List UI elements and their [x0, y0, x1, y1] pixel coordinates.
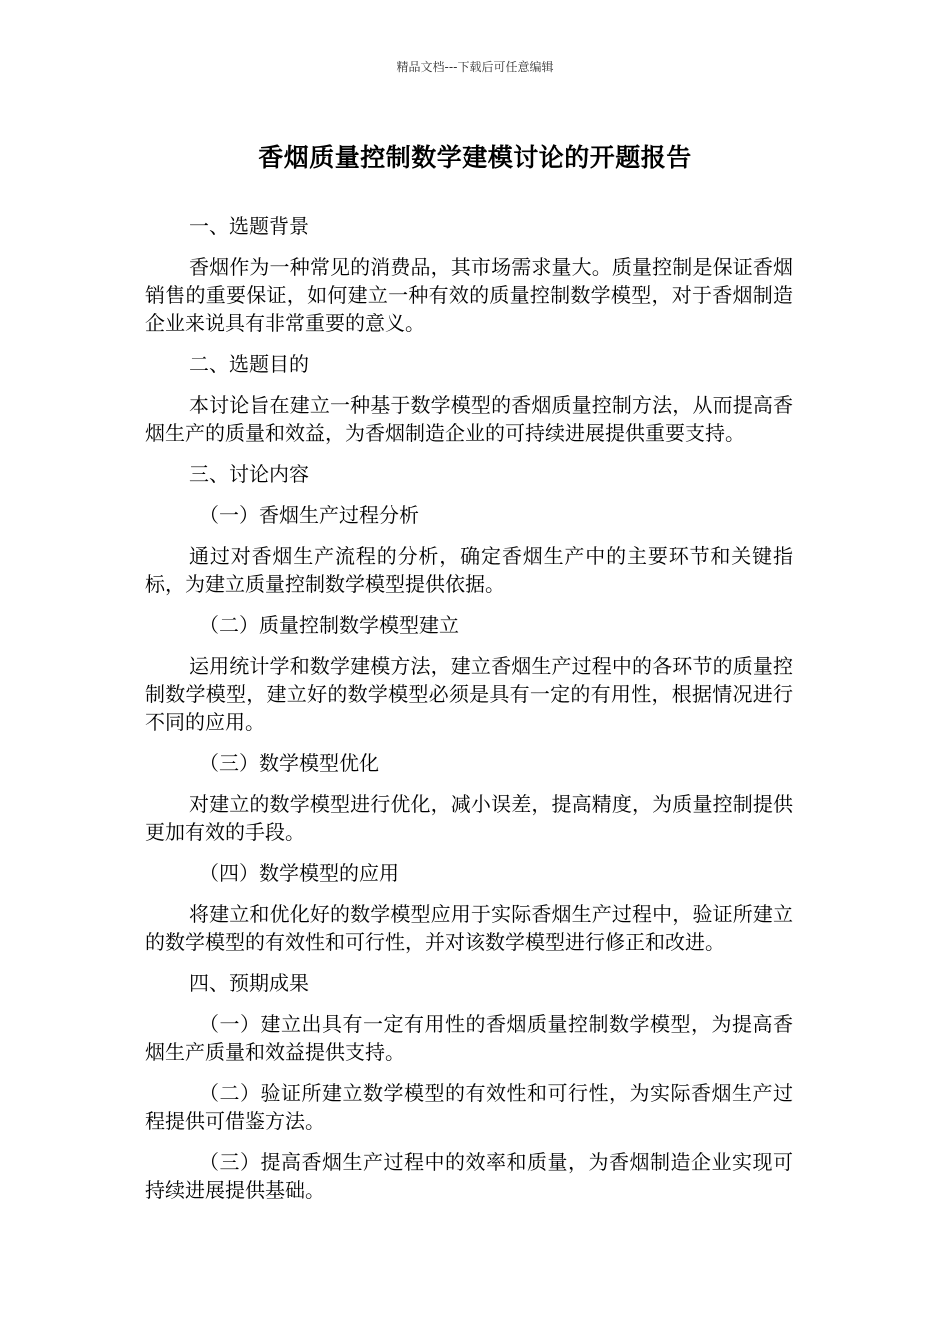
section-heading-purpose: 二、选题目的 — [189, 352, 309, 376]
section-heading-background: 一、选题背景 — [189, 214, 309, 238]
section-heading-content: 三、讨论内容 — [189, 462, 309, 486]
subsection-text-model-optimization: 对建立的数学模型进行优化，减小误差，提高精度，为质量控制提供更加有效的手段。 — [145, 792, 793, 844]
section-text-background: 香烟作为一种常见的消费品，其市场需求量大。质量控制是保证香烟销售的重要保证，如何建立一种有效的质量控制数学模型，对于香烟制造企业来说具有非常重要的意义。 — [145, 255, 793, 335]
page-header-note: 精品文档---下载后可任意编辑 — [396, 60, 554, 74]
expected-result-item-1: （一）建立出具有一定有用性的香烟质量控制数学模型，为提高香烟生产质量和效益提供支持。 — [145, 1012, 793, 1064]
section-heading-expected-results: 四、预期成果 — [189, 971, 309, 995]
document-body — [145, 212, 793, 1217]
subsection-text-process-analysis: 通过对香烟生产流程的分析，确定香烟生产中的主要环节和关键指标，为建立质量控制数学模型提供依据。 — [145, 544, 793, 596]
subsection-heading-model-application: （四）数学模型的应用 — [199, 861, 399, 885]
expected-result-item-3: （三）提高香烟生产过程中的效率和质量，为香烟制造企业实现可持续进展提供基础。 — [145, 1150, 793, 1202]
subsection-text-model-application: 将建立和优化好的数学模型应用于实际香烟生产过程中，验证所建立的数学模型的有效性和可行性，并对该数学模型进行修正和改进。 — [145, 902, 793, 954]
document-title: 香烟质量控制数学建模讨论的开题报告 — [258, 143, 692, 172]
expected-result-item-2: （二）验证所建立数学模型的有效性和可行性，为实际香烟生产过程提供可借鉴方法。 — [145, 1081, 793, 1133]
subsection-heading-model-building: （二）质量控制数学模型建立 — [199, 613, 459, 637]
section-text-purpose: 本讨论旨在建立一种基于数学模型的香烟质量控制方法，从而提高香烟生产的质量和效益，为香烟制造企业的可持续进展提供重要支持。 — [145, 393, 793, 445]
subsection-heading-process-analysis: （一）香烟生产过程分析 — [199, 503, 419, 527]
subsection-text-model-building: 运用统计学和数学建模方法，建立香烟生产过程中的各环节的质量控制数学模型，建立好的数学模型必须是具有一定的有用性，根据情况进行不同的应用。 — [145, 654, 793, 734]
subsection-heading-model-optimization: （三）数学模型优化 — [199, 751, 379, 775]
